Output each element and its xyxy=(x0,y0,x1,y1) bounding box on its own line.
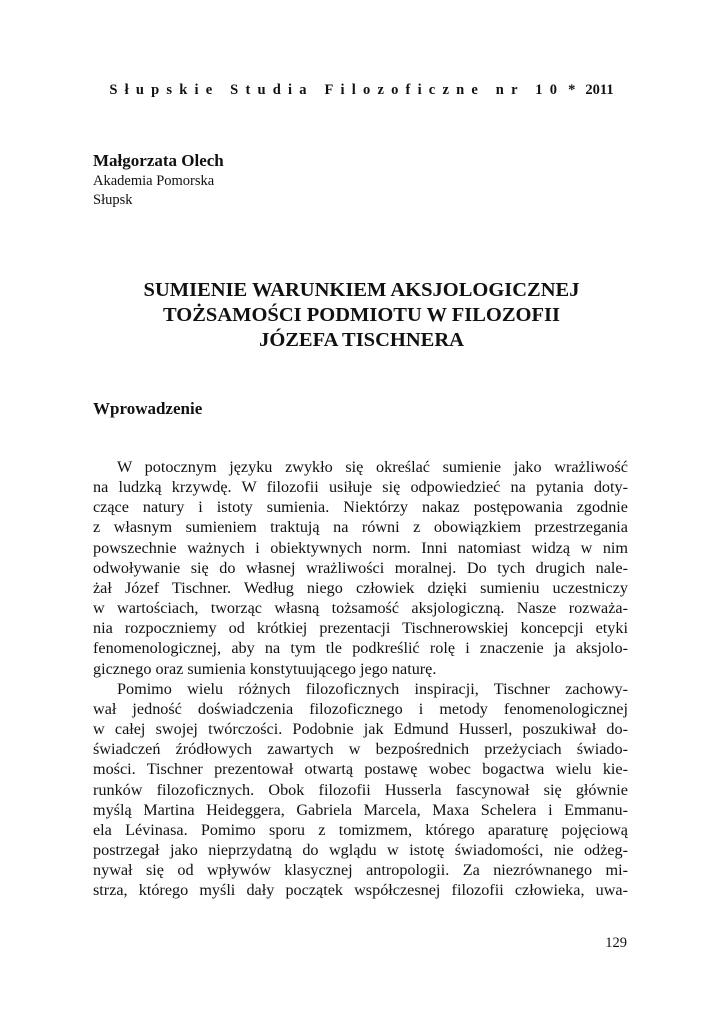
author-affiliation: Akademia Pomorska xyxy=(93,173,215,189)
text-line: ela Lévinasa. Pomimo sporu z tomizmem, którego aparaturę pojęciową xyxy=(93,820,628,839)
section-heading: Wprowadzenie xyxy=(93,399,203,418)
article-title-line-1: SUMIENIE WARUNKIEM AKSJOLOGICZNEJ xyxy=(143,279,580,301)
article-title-line-3: JÓZEFA TISCHNERA xyxy=(259,329,464,351)
text-line: W potocznym języku zwykło się określać sumienie jako wrażliwość xyxy=(117,458,628,476)
text-line: fenomenologicznej, aby na tym tle podkreślić rolę i znaczenie ja aksjolo- xyxy=(93,639,628,658)
text-line: strza, którego myśli dały początek współczesnej filozofii człowieka, uwa- xyxy=(93,881,628,900)
separator-asterisk: * xyxy=(568,82,576,98)
article-title xyxy=(0,278,723,353)
text-line: powszechnie ważnych i obiektywnych norm. Inni natomiast widzą w nim xyxy=(93,538,628,557)
author-block xyxy=(93,150,224,210)
paragraph-2 xyxy=(93,679,628,901)
article-title-line-2: TOŻSAMOŚCI PODMIOTU W FILOZOFII xyxy=(163,304,560,326)
body-text xyxy=(93,457,628,900)
paragraph-1 xyxy=(93,457,628,679)
text-line: żał Józef Tischner. Według niego człowiek dzięki sumieniu uczestniczy xyxy=(93,578,628,597)
text-line: w wartościach, tworząc własną tożsamość aksjologiczną. Nasze rozważa- xyxy=(93,599,628,618)
journal-title: Słupskie Studia Filozoficzne nr 10 xyxy=(109,82,565,98)
journal-running-header xyxy=(0,82,723,99)
text-line: z własnym sumieniem traktują na równi z obowiązkiem przestrzegania xyxy=(93,518,628,537)
text-line: nywał się od wpływów klasycznej antropologii. Za niezrównanego mi- xyxy=(93,861,628,880)
page-number: 129 xyxy=(605,935,627,951)
text-line: na ludzką krzywdę. W filozofii usiłuje się odpowiedzieć na pytania doty- xyxy=(93,478,628,497)
text-line: w całej swojej twórczości. Podobnie jak Edmund Husserl, poszukiwał do- xyxy=(93,720,628,739)
text-line: mości. Tischner prezentował otwartą postawę wobec bogactwa wielu kie- xyxy=(93,760,628,779)
text-line: wał jedność doświadczenia filozoficznego i metody fenomenologicznej xyxy=(93,699,628,718)
text-line: postrzegał jako nieprzydatną do wglądu w istotę świadomości, nie odżeg- xyxy=(93,840,628,859)
text-line: czące natury i istoty sumienia. Niektórzy nakaz postępowania zgodnie xyxy=(93,498,628,517)
text-line: świadczeń źródłowych zawartych w bezpośrednich przeżyciach świado- xyxy=(93,740,628,759)
text-line: nia rozpoczniemy od krótkiej prezentacji Tischnerowskiej koncepcji etyki xyxy=(93,619,628,638)
text-line: runków filozoficznych. Obok filozofii Husserla fascynował się głównie xyxy=(93,780,628,799)
text-line: myślą Martina Heideggera, Gabriela Marcela, Maxa Schelera i Emmanu- xyxy=(93,800,628,819)
text-line: Pomimo wielu różnych filozoficznych inspiracji, Tischner zachowy- xyxy=(117,679,628,698)
author-city: Słupsk xyxy=(93,192,133,208)
journal-year: 2011 xyxy=(585,82,614,98)
text-line: gicznego oraz sumienia konstytuującego jego naturę. xyxy=(93,659,437,678)
author-name: Małgorzata Olech xyxy=(93,151,224,170)
text-line: odwoływanie się do własnej wrażliwości moralnej. Do tych drugich nale- xyxy=(93,558,628,577)
